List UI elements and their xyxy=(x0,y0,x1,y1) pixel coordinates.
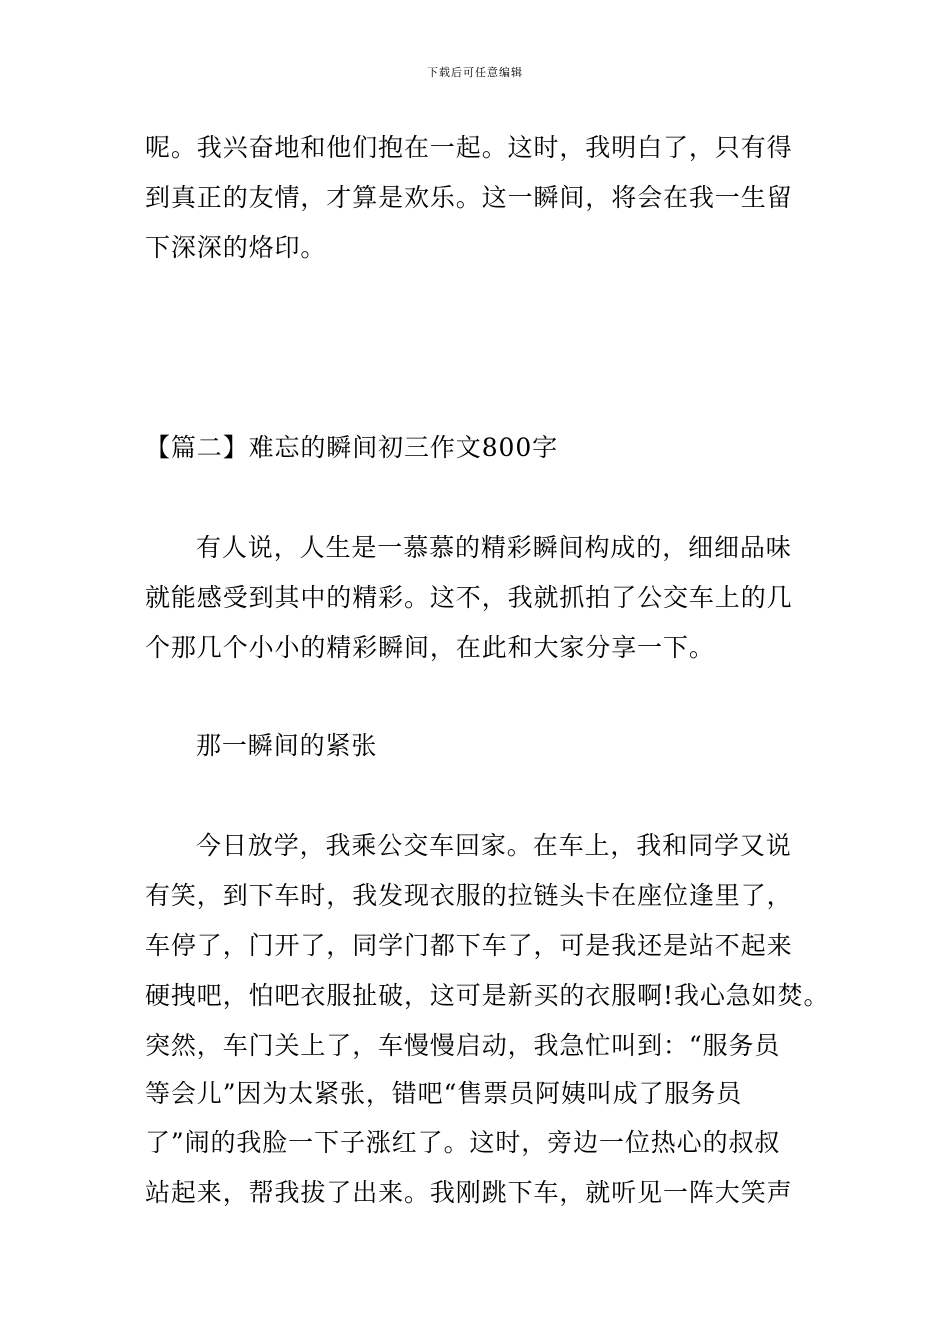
paragraph-line: 车停了，门开了，同学门都下车了，可是我还是站不起来 xyxy=(145,931,793,960)
header-note: 下载后可任意编辑 xyxy=(427,66,523,79)
paragraph-line: 站起来，帮我拔了出来。我刚跳下车，就听见一阵大笑声 xyxy=(145,1178,793,1207)
paragraph-line: 硬拽吧，怕吧衣服扯破，这可是新买的衣服啊!我心急如焚。 xyxy=(145,981,830,1010)
subheading: 那一瞬间的紧张 xyxy=(196,731,378,760)
paragraph-line: 呢。我兴奋地和他们抱在一起。这时，我明白了，只有得 xyxy=(145,133,793,162)
paragraph-line: 下深深的烙印。 xyxy=(145,233,327,262)
paragraph-line: 突然，车门关上了，车慢慢启动，我急忙叫到：“服务员 xyxy=(145,1031,781,1060)
paragraph-line: 今日放学，我乘公交车回家。在车上，我和同学又说 xyxy=(196,831,792,860)
paragraph-line: 到真正的友情，才算是欢乐。这一瞬间，将会在我一生留 xyxy=(145,183,793,212)
section-title: 【篇二】难忘的瞬间初三作文800字 xyxy=(145,433,559,462)
paragraph-line: 了”闹的我脸一下子涨红了。这时，旁边一位热心的叔叔 xyxy=(145,1128,781,1157)
paragraph-line: 就能感受到其中的精彩。这不，我就抓拍了公交车上的几 xyxy=(145,583,793,612)
paragraph-line: 个那几个小小的精彩瞬间，在此和大家分享一下。 xyxy=(145,633,715,662)
paragraph-line: 有笑，到下车时，我发现衣服的拉链头卡在座位逢里了， xyxy=(145,881,793,910)
paragraph-line: 有人说，人生是一慕慕的精彩瞬间构成的，细细品味 xyxy=(196,533,792,562)
paragraph-line: 等会儿”因为太紧张，错吧“售票员阿姨叫成了服务员 xyxy=(145,1079,743,1108)
